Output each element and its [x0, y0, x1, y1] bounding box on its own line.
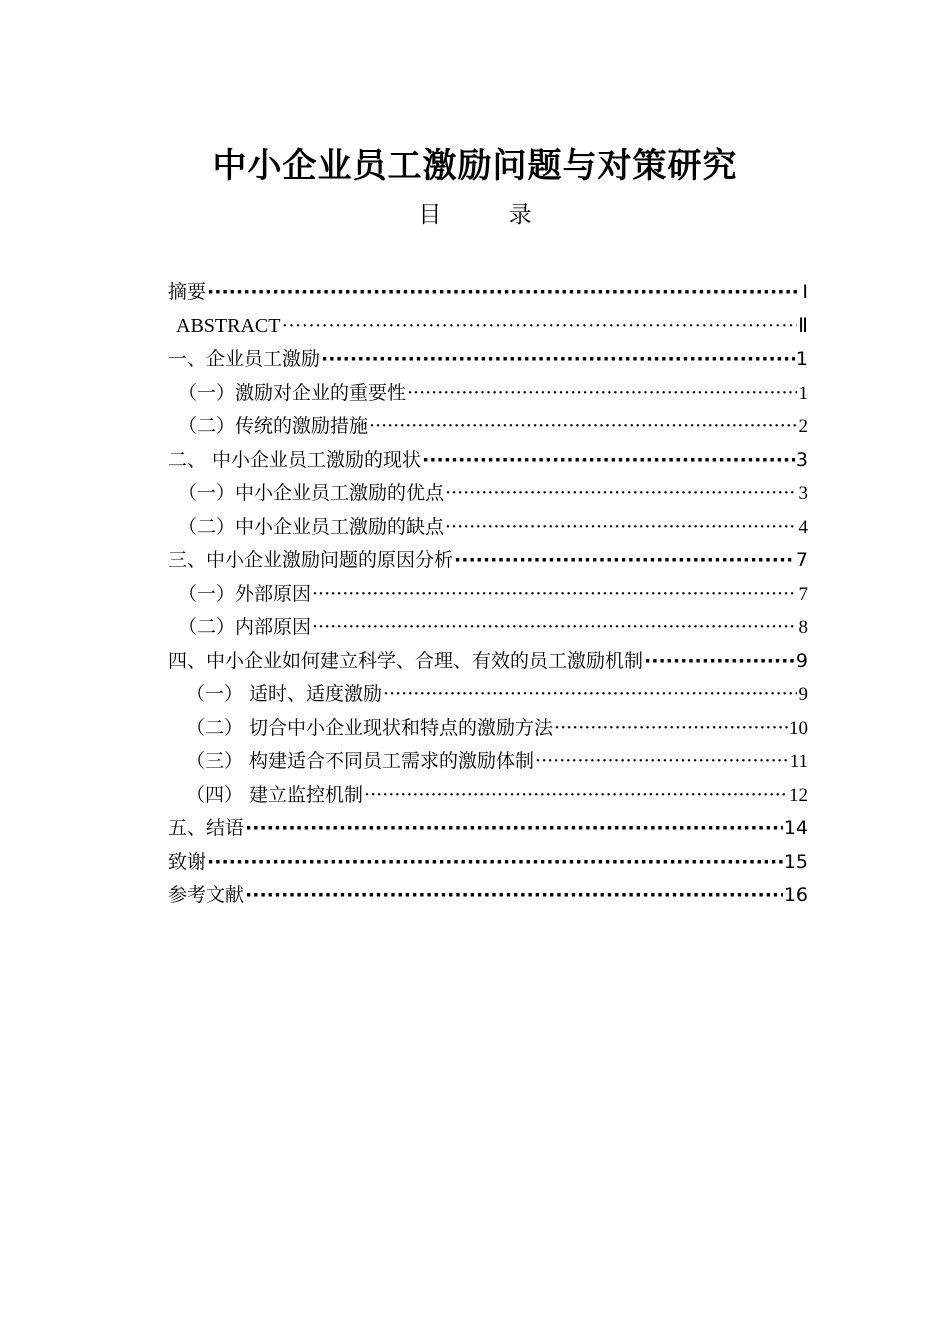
toc-entry-label: 致谢	[168, 850, 207, 873]
toc-entry-chapter-1[interactable]	[168, 343, 808, 377]
toc-entry-page: 1	[798, 382, 808, 404]
toc-entry-references[interactable]	[168, 879, 808, 913]
toc-entry-label: 三、中小企业激励问题的原因分析	[168, 549, 454, 571]
toc-entry-label: （三） 构建适合不同员工需求的激励体制	[186, 750, 535, 772]
toc-leader-dots	[245, 879, 783, 913]
toc-entry-label: （一）激励对企业的重要性	[178, 381, 407, 404]
toc-entry-section-3-1[interactable]	[168, 578, 808, 612]
toc-entry-label: 二、 中小企业员工激励的现状	[168, 448, 422, 471]
toc-entry-page: 1	[795, 348, 808, 370]
toc-entry-label: （二）中小企业员工激励的缺点	[178, 515, 445, 538]
toc-entry-chapter-5[interactable]	[168, 812, 808, 846]
toc-entry-section-2-2[interactable]	[168, 511, 808, 545]
toc-entry-label: （二）传统的激励措施	[178, 415, 369, 437]
toc-leader-dots	[454, 544, 795, 578]
toc-entry-label: （一）中小企业员工激励的优点	[178, 482, 445, 504]
toc-leader-dots	[383, 678, 797, 712]
document-title: 中小企业员工激励问题与对策研究	[212, 146, 738, 186]
toc-entry-page: 3	[795, 448, 808, 471]
toc-leader-dots	[281, 310, 797, 344]
toc-entry-page: 7	[798, 583, 808, 605]
toc-entry-page: 2	[798, 416, 808, 437]
toc-entry-label: （二） 切合中小企业现状和特点的激励方法	[186, 716, 554, 739]
toc-leader-dots	[644, 645, 795, 679]
toc-entry-page: 3	[798, 483, 808, 504]
toc-entry-page: Ⅰ	[802, 281, 808, 303]
toc-entry-page: 9	[795, 649, 808, 672]
toc-entry-section-1-2[interactable]	[168, 410, 808, 444]
toc-entry-label: （二）内部原因	[178, 616, 312, 638]
toc-entry-page: Ⅱ	[798, 314, 808, 337]
toc-entry-label: （一） 适时、适度激励	[186, 683, 383, 705]
toc-entry-chapter-3[interactable]	[168, 544, 808, 578]
toc-entry-page: 4	[798, 516, 808, 538]
toc-leader-dots	[207, 276, 797, 310]
toc-leader-dots	[321, 343, 795, 377]
toc-entry-label: 参考文献	[168, 884, 245, 906]
toc-entry-page: 10	[789, 717, 808, 739]
toc-entry-chapter-2[interactable]	[168, 444, 808, 478]
toc-entry-page: 12	[789, 784, 808, 806]
toc-entry-page: 7	[795, 549, 808, 571]
toc-entry-section-4-4[interactable]	[168, 779, 808, 813]
toc-entry-label: （一）外部原因	[178, 582, 312, 605]
toc-leader-dots	[535, 745, 789, 779]
toc-entry-label: 四、中小企业如何建立科学、合理、有效的员工激励机制	[168, 649, 644, 672]
toc-leader-dots	[364, 779, 788, 813]
toc-leader-dots	[554, 712, 788, 746]
toc-entry-page: 14	[783, 817, 808, 839]
toc-leader-dots	[207, 846, 783, 880]
toc-leader-dots	[422, 444, 795, 478]
toc-entry-page: 15	[783, 850, 808, 873]
toc-entry-abstract-cn[interactable]	[168, 276, 808, 310]
toc-leader-dots	[445, 511, 797, 545]
toc-entry-page: 11	[789, 751, 808, 772]
toc-leader-dots	[245, 812, 783, 846]
toc-leader-dots	[407, 377, 797, 411]
toc-entry-chapter-4[interactable]	[168, 645, 808, 679]
toc-entry-page: 8	[798, 617, 808, 638]
toc-entry-label: （四） 建立监控机制	[186, 783, 364, 806]
toc-entry-section-4-1[interactable]	[168, 678, 808, 712]
toc-entry-section-3-2[interactable]	[168, 611, 808, 645]
toc-entry-page: 16	[783, 884, 808, 906]
toc-heading: 目 录	[418, 202, 562, 228]
toc-leader-dots	[445, 477, 797, 511]
table-of-contents	[168, 276, 808, 913]
toc-entry-page: 9	[798, 684, 808, 705]
toc-entry-section-2-1[interactable]	[168, 477, 808, 511]
toc-entry-label: 一、企业员工激励	[168, 348, 321, 370]
toc-entry-acknowledgements[interactable]	[168, 846, 808, 880]
toc-leader-dots	[312, 611, 797, 645]
toc-entry-section-4-3[interactable]	[168, 745, 808, 779]
toc-entry-section-4-2[interactable]	[168, 712, 808, 746]
toc-entry-label: 五、结语	[168, 817, 245, 839]
toc-leader-dots	[312, 578, 797, 612]
toc-entry-label: 摘要	[168, 281, 207, 303]
toc-entry-section-1-1[interactable]	[168, 377, 808, 411]
toc-leader-dots	[369, 410, 797, 444]
toc-entry-label: ABSTRACT	[176, 314, 281, 337]
toc-entry-abstract-en[interactable]	[168, 310, 808, 344]
